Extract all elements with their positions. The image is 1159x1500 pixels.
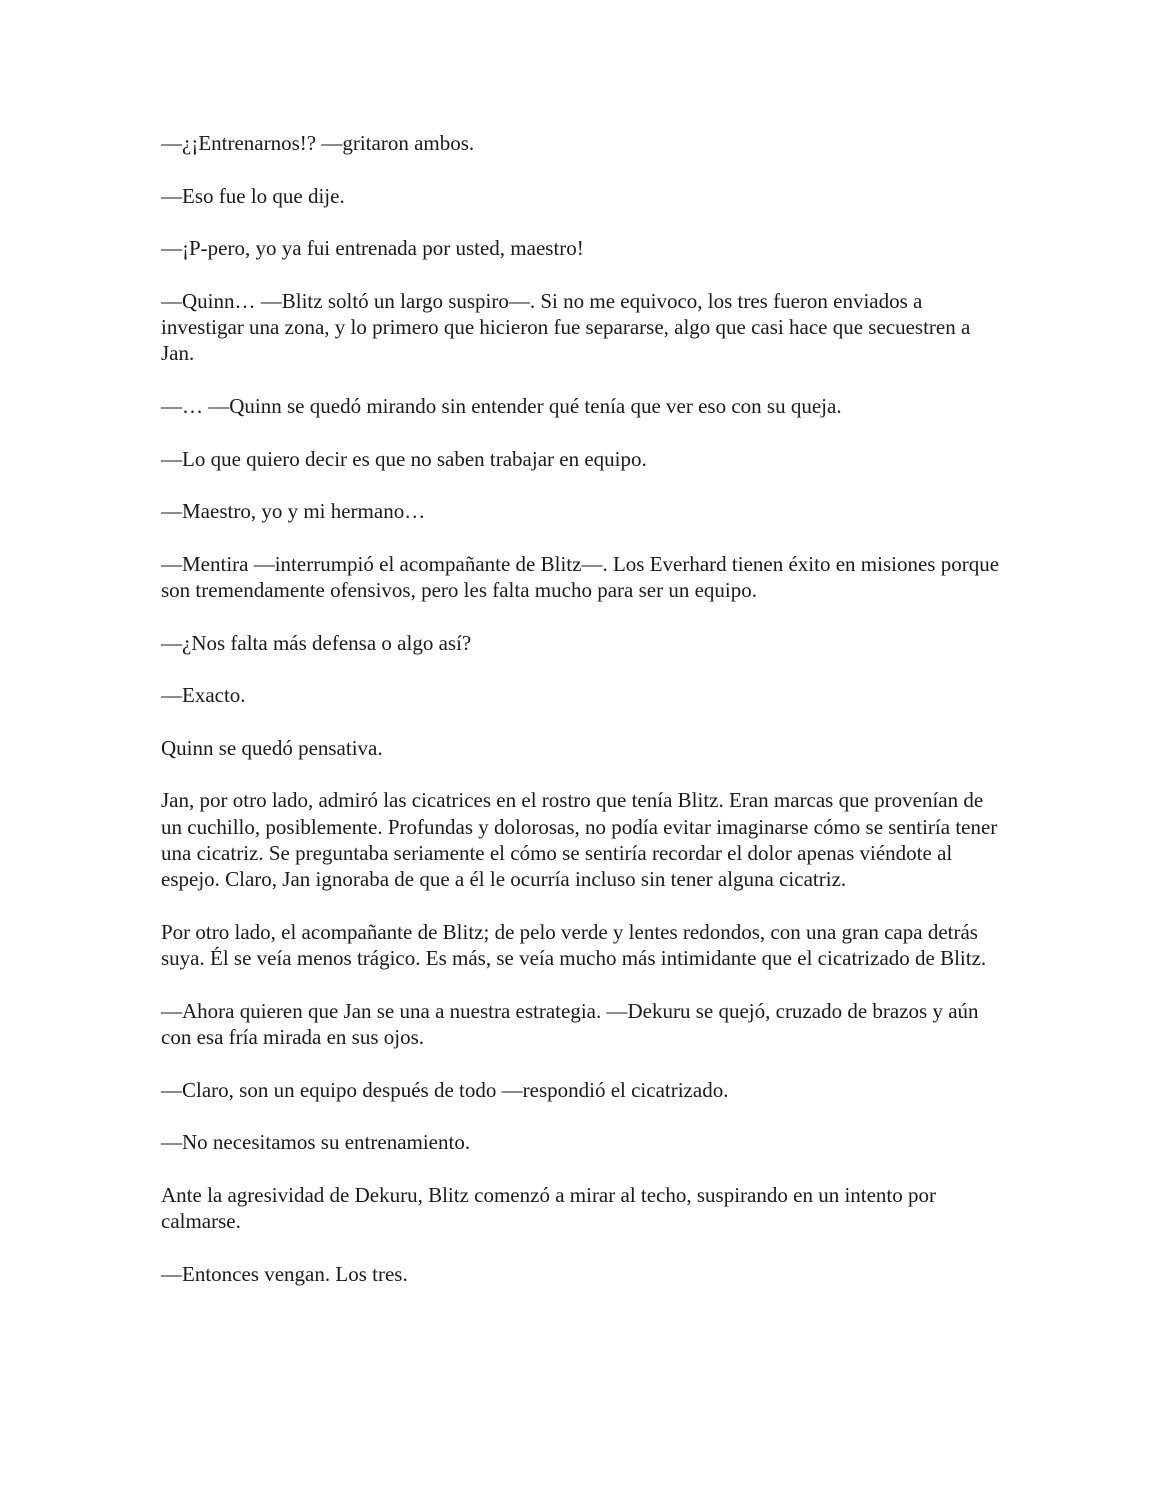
paragraph-13: Por otro lado, el acompañante de Blitz; de pelo verde y lentes redondos, con una gran capa detrás suya. Él se veía menos trágico. Es más, se veía mucho más intimidante que el cicatrizado de Blitz. (161, 919, 987, 971)
paragraph-16: —No necesitamos su entrenamiento. (161, 1130, 471, 1155)
paragraph-4: —Quinn… —Blitz soltó un largo suspiro—. Si no me equivoco, los tres fueron enviados a investigar una zona, y lo primero que hicieron fue separarse, algo que casi hace que secuestren a Jan. (161, 288, 971, 366)
paragraph-3: —¡P-pero, yo ya fui entrenada por usted, maestro! (161, 236, 584, 261)
paragraph-15: —Claro, son un equipo después de todo —respondió el cicatrizado. (161, 1077, 729, 1102)
paragraph-1: —¿¡Entrenarnos!? —gritaron ambos. (161, 131, 475, 155)
paragraph-6: —Lo que quiero decir es que no saben trabajar en equipo. (161, 446, 647, 471)
document-page (161, 130, 1001, 1313)
paragraph-7: —Maestro, yo y mi hermano… (161, 499, 426, 524)
paragraph-12: Jan, por otro lado, admiró las cicatrices en el rostro que tenía Blitz. Eran marcas que provenían de un cuchillo, posiblemente. Profundas y dolorosas, no podía evitar imaginarse cómo se sentiría tener una cicatriz. Se preguntaba seriamente el cómo se sentiría recordar el dolor apenas viéndote al espejo. Claro, Jan ignoraba de que a él le ocurría incluso sin tener alguna cicatriz. (161, 788, 998, 892)
paragraph-17: Ante la agresividad de Dekuru, Blitz comenzó a mirar al techo, suspirando en un intento por calmarse. (161, 1182, 937, 1234)
paragraph-9: —¿Nos falta más defensa o algo así? (161, 630, 472, 655)
paragraph-18: —Entonces vengan. Los tres. (161, 1261, 408, 1286)
paragraph-2: —Eso fue lo que dije. (161, 183, 345, 208)
paragraph-14: —Ahora quieren que Jan se una a nuestra estrategia. —Dekuru se quejó, cruzado de brazos y aún con esa fría mirada en sus ojos. (161, 998, 979, 1050)
paragraph-10: —Exacto. (161, 683, 246, 708)
paragraph-5: —… —Quinn se quedó mirando sin entender qué tenía que ver eso con su queja. (161, 393, 842, 418)
paragraph-8: —Mentira —interrumpió el acompañante de Blitz—. Los Everhard tienen éxito en misiones porque son tremendamente ofensivos, pero les falta mucho para ser un equipo. (161, 551, 1000, 603)
paragraph-11: Quinn se quedó pensativa. (161, 735, 383, 760)
